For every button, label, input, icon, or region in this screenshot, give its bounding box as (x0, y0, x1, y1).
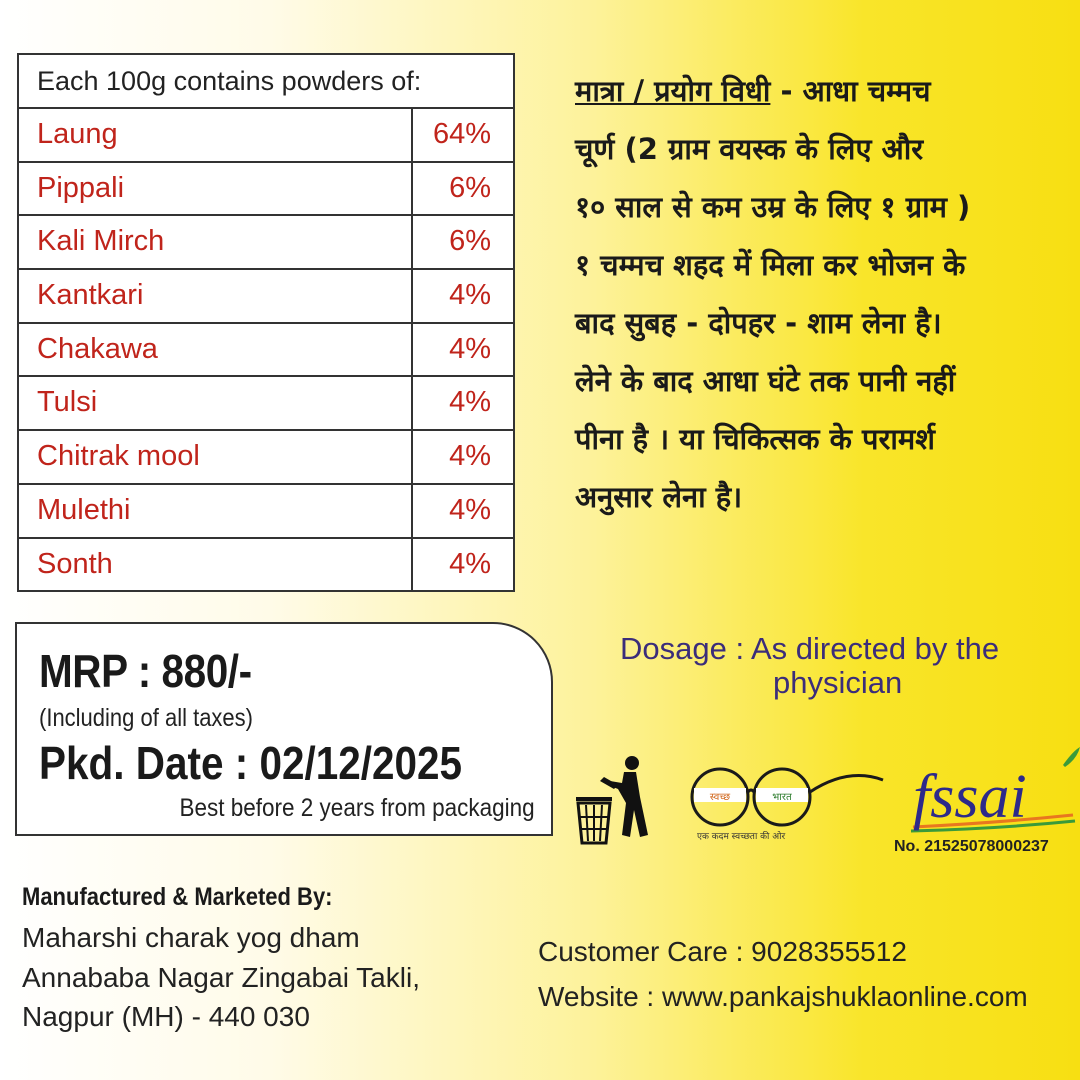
manufacturer-address-line: Nagpur (MH) - 440 030 (22, 1001, 310, 1032)
ingredient-percent: 6% (449, 171, 491, 204)
swachh-caption: एक कदम स्वच्छता की ओर (697, 832, 786, 842)
ingredient-name: Sonth (19, 539, 413, 591)
ingredient-name: Kantkari (19, 270, 413, 322)
ingredient-percent: 4% (449, 493, 491, 526)
ingredient-name: Pippali (19, 163, 413, 215)
swachh-bharat-glasses-icon (688, 762, 888, 832)
dispose-in-bin-icon (574, 755, 652, 845)
ingredient-row (19, 109, 513, 163)
usage-line: १ चम्मच शहद में मिला कर भोजन के (575, 248, 966, 282)
website: Website : www.pankajshuklaonline.com (538, 981, 1028, 1012)
usage-line: लेने के बाद आधा घंटे तक पानी नहीं (575, 364, 956, 398)
usage-line: बाद सुबह - दोपहर - शाम लेना है। (575, 306, 942, 340)
price-box (15, 622, 553, 836)
fssai-wordmark: fssai (913, 763, 1027, 831)
usage-line (575, 62, 1070, 120)
ingredient-row (19, 270, 513, 324)
ingredient-percent: 4% (449, 332, 491, 365)
packed-date: Pkd. Date : 02/12/2025 (39, 737, 463, 789)
ingredient-percent: 64% (432, 118, 491, 150)
mrp-price: MRP : 880/- (39, 645, 252, 697)
ingredient-name: Chitrak mool (19, 431, 413, 483)
ingredient-row (19, 539, 513, 591)
ingredient-percent: 6% (449, 225, 491, 258)
usage-instructions (575, 62, 1070, 526)
ingredient-row (19, 163, 513, 217)
ingredient-percent: 4% (449, 547, 491, 580)
ingredient-row (19, 431, 513, 485)
tax-note: (Including of all taxes) (39, 704, 254, 732)
ingredient-percent: 4% (449, 386, 491, 419)
fssai-license-number: No. 21525078000237 (894, 838, 1049, 855)
ingredient-name: Mulethi (19, 485, 413, 537)
usage-text: - आधा चम्मच (770, 74, 931, 108)
usage-line: अनुसार लेना है। (575, 480, 743, 514)
best-before: Best before 2 years from packaging (179, 794, 535, 822)
usage-heading: मात्रा / प्रयोग विधी (575, 74, 771, 108)
dosage-line: Dosage : As directed by the (620, 631, 1000, 666)
dosage-line: physician (773, 665, 903, 700)
customer-care: Customer Care : 9028355512 (538, 936, 907, 967)
ingredient-row (19, 216, 513, 270)
ingredient-name: Tulsi (19, 377, 413, 429)
ingredient-row (19, 324, 513, 378)
ingredient-name: Chakawa (19, 324, 413, 376)
ingredient-row (19, 377, 513, 431)
ingredient-percent: 4% (449, 279, 491, 312)
swachh-label: स्वच्छ (709, 792, 731, 803)
manufacturer-title: Manufactured & Marketed By: (22, 883, 333, 911)
fssai-logo-icon (905, 745, 1080, 835)
ingredient-name: Kali Mirch (19, 216, 413, 268)
ingredient-table (17, 53, 515, 592)
usage-line: चूर्ण (2 ग्राम वयस्क के लिए और (575, 132, 924, 166)
ingredient-name: Laung (19, 109, 413, 161)
bharat-label: भारत (772, 792, 792, 803)
ingredient-percent: 4% (449, 440, 491, 473)
manufacturer-address-line: Annababa Nagar Zingabai Takli, (22, 962, 420, 993)
usage-line: १० साल से कम उम्र के लिए १ ग्राम ) (575, 190, 971, 224)
ingredient-table-header: Each 100g contains powders of: (19, 55, 513, 109)
ingredient-row (19, 485, 513, 539)
usage-line: पीना है । या चिकित्सक के परामर्श (575, 422, 935, 456)
manufacturer-address-line: Maharshi charak yog dham (22, 922, 360, 953)
dosage-note (620, 632, 1060, 700)
